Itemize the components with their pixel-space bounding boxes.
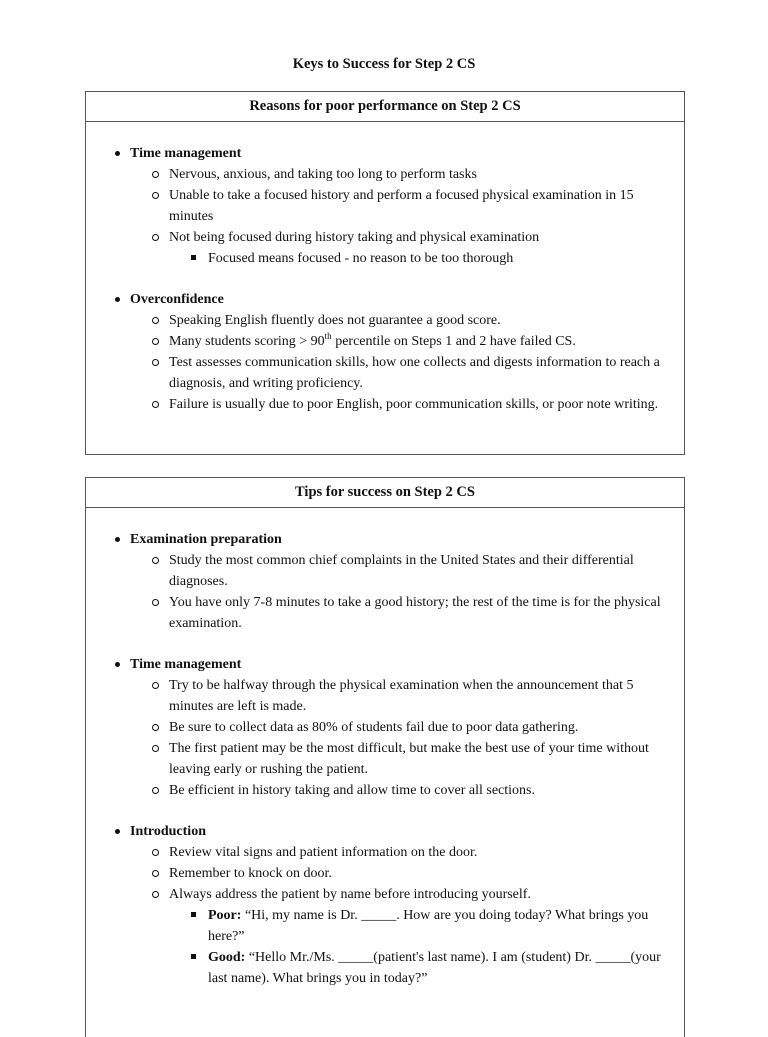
section-examination-preparation (112, 529, 676, 634)
section-heading: Introduction (130, 821, 676, 842)
tips-body (86, 508, 684, 989)
circle-bullet-icon (152, 192, 159, 199)
square-bullet-icon (191, 912, 196, 917)
section-heading: Time management (130, 654, 676, 675)
circle-bullet-icon (152, 724, 159, 731)
document-title: Keys to Success for Step 2 CS (292, 56, 476, 72)
section-heading: Examination preparation (130, 529, 676, 550)
circle-bullet-icon (152, 359, 159, 366)
list-item: Be efficient in history taking and allow time to cover all sections. (151, 780, 676, 801)
square-bullet-icon (191, 255, 196, 260)
list-item: The first patient may be the most difficult, but make the best use of your time without leaving early or rushing the patient. (151, 738, 676, 780)
poor-performance-header: Reasons for poor performance on Step 2 CS (86, 92, 684, 122)
list-item: Nervous, anxious, and taking too long to perform tasks (151, 164, 676, 185)
list-item: You have only 7-8 minutes to take a good history; the rest of the time is for the physical examination. (151, 592, 676, 634)
poor-performance-body (86, 122, 684, 415)
section-heading: Time management (130, 143, 676, 164)
circle-bullet-icon (152, 849, 159, 856)
sub-list-item: Focused means focused - no reason to be too thorough (190, 248, 676, 269)
circle-bullet-icon (152, 317, 159, 324)
circle-bullet-icon (152, 787, 159, 794)
list-item: Failure is usually due to poor English, poor communication skills, or poor note writing. (151, 394, 676, 415)
list-item: Speaking English fluently does not guarantee a good score. (151, 310, 676, 331)
sub-list-item: Poor: “Hi, my name is Dr. _____. How are you doing today? What brings you here?” (190, 905, 676, 947)
list-item: Be sure to collect data as 80% of students fail due to poor data gathering. (151, 717, 676, 738)
circle-bullet-icon (152, 338, 159, 345)
poor-performance-box (85, 91, 685, 455)
list-item: Remember to knock on door. (151, 863, 676, 884)
circle-bullet-icon (152, 870, 159, 877)
circle-bullet-icon (152, 891, 159, 898)
circle-bullet-icon (152, 557, 159, 564)
square-bullet-icon (191, 954, 196, 959)
list-item: Study the most common chief complaints in the United States and their differential diagnoses. (151, 550, 676, 592)
section-heading: Overconfidence (130, 289, 676, 310)
circle-bullet-icon (152, 745, 159, 752)
circle-bullet-icon (152, 234, 159, 241)
list-item: Review vital signs and patient information on the door. (151, 842, 676, 863)
circle-bullet-icon (152, 599, 159, 606)
list-item: Always address the patient by name before introducing yourself. Poor: “Hi, my name is Dr. _____. How are you doing today? What brings you here?” Good: “Hello Mr./Ms. _____(patient's last name). I am (student) Dr. _____(your last name). What brings you in today?” (151, 884, 676, 989)
list-item: Test assesses communication skills, how one collects and digests information to reach a diagnosis, and writing proficiency. (151, 352, 676, 394)
section-introduction (112, 821, 676, 989)
list-item: Many students scoring > 90th percentile on Steps 1 and 2 have failed CS. (151, 331, 676, 352)
section-overconfidence (112, 289, 676, 415)
tips-header: Tips for success on Step 2 CS (86, 478, 684, 508)
circle-bullet-icon (152, 401, 159, 408)
list-item: Not being focused during history taking and physical examination Focused means focused - no reason to be too thorough (151, 227, 676, 269)
list-item: Unable to take a focused history and perform a focused physical examination in 15 minutes (151, 185, 676, 227)
tips-box (85, 477, 685, 1037)
circle-bullet-icon (152, 682, 159, 689)
section-time-management (112, 143, 676, 269)
section-time-management (112, 654, 676, 801)
sub-list-item: Good: “Hello Mr./Ms. _____(patient's last name). I am (student) Dr. _____(your last name). What brings you in today?” (190, 947, 676, 989)
circle-bullet-icon (152, 171, 159, 178)
list-item: Try to be halfway through the physical examination when the announcement that 5 minutes are left is made. (151, 675, 676, 717)
